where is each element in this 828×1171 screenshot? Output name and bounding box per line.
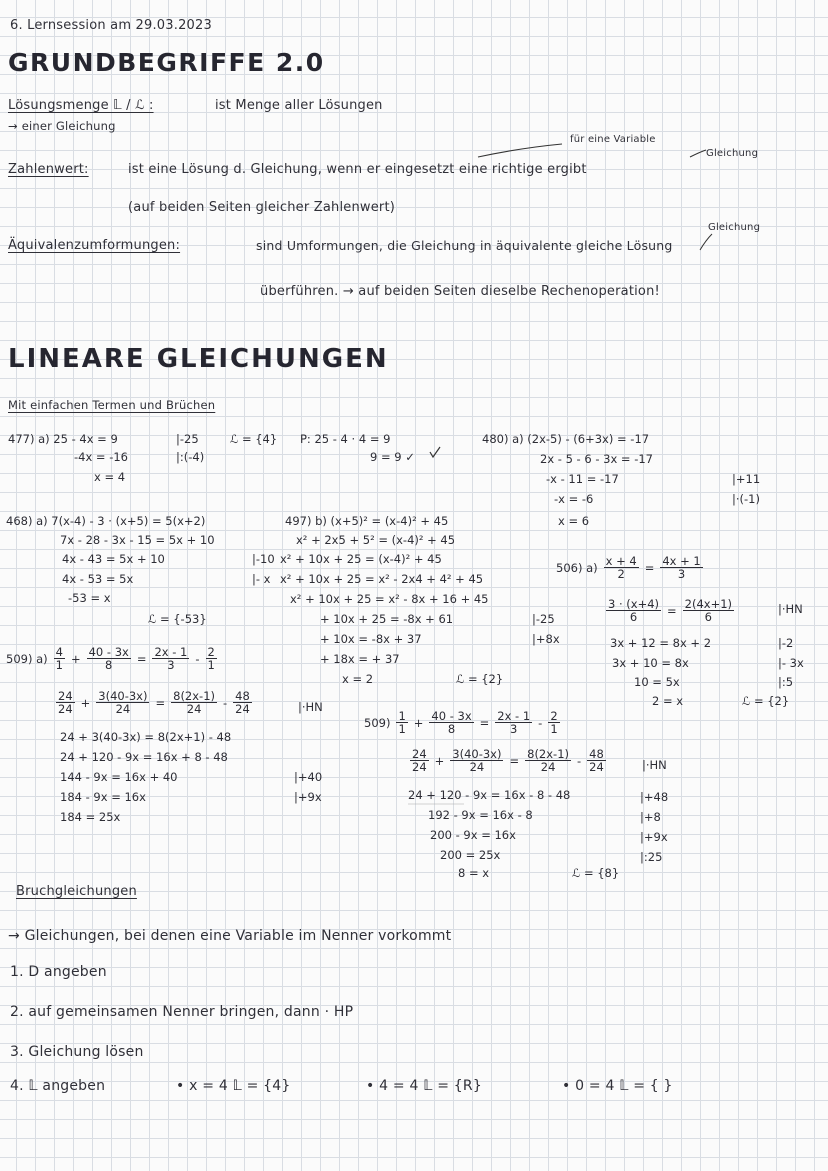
ex509a-frac-h-num: 48 (235, 689, 250, 703)
ex509b-frac-g-num: 8(2x-1) (527, 747, 570, 761)
ex509a-op-3: |+9x (294, 790, 322, 804)
section-title-lineare-gleichungen: LINEARE GLEICHUNGEN (8, 344, 389, 374)
arrow-gleichung-2 (700, 234, 712, 250)
ex468-line-3: 4x - 43 = 5x + 10 (62, 552, 165, 566)
ex509b-label: 509) (364, 715, 391, 730)
ex509a-frac-c-num: 2x - 1 (154, 645, 188, 659)
ex477-probe-1: P: 25 - 4 · 4 = 9 (300, 432, 391, 446)
ex477-line-2: -4x = -16 (74, 450, 129, 464)
ex509b-frac-e (410, 748, 429, 773)
ex509a-frac-g (171, 690, 217, 715)
bruch-example-2: • 4 = 4 𝕃 = {R} (366, 1078, 482, 1094)
ex509a-frac-e-num: 24 (58, 689, 73, 703)
ex468-line-4: 4x - 53 = 5x (62, 572, 134, 586)
ex509a-frac-e (56, 690, 75, 715)
ex468-result: ℒ = {-53} (148, 612, 207, 626)
ex509a-eq-2: $\frac{24}{24}$ + $\frac{3(40-3x)}{24}$ = $\frac{8(2x-1)}{24}$ - $\frac{48}{24}$ (58, 689, 250, 717)
ex506-label: 506) a) (556, 560, 598, 575)
ex509b-line-5: 8 = x (458, 866, 490, 880)
ex509b-frac-f-den: 24 (469, 760, 485, 775)
ex477-line-3: x = 4 (94, 470, 126, 484)
ex509b-frac-c (495, 710, 532, 735)
ex506-frac-1 (604, 555, 639, 580)
ex480-line-3: -x - 11 = -17 (546, 472, 619, 486)
ex497-line-6: + 10x + 25 = -8x + 61 (320, 612, 454, 626)
ex509b-frac-b-den: 8 (447, 722, 456, 737)
ex509b-frac-a-den: 1 (398, 722, 406, 737)
ex506-line-1: 3x + 12 = 8x + 2 (610, 636, 712, 650)
ex497-line-7: + 10x = -8x + 37 (320, 632, 422, 646)
ex509b-frac-c-den: 3 (510, 722, 518, 737)
ex509b-op-1: |·HN (642, 758, 667, 772)
session-date: 6. Lernsession am 29.03.2023 (10, 18, 212, 33)
ex497-line-8: + 18x = + 37 (320, 652, 400, 666)
ex509a-frac-g-num: 8(2x-1) (173, 689, 216, 703)
ex506-frac-2-den: 3 (677, 567, 686, 582)
ex509b-op-2: |+48 (640, 790, 669, 804)
bruch-step-1: 1. D angeben (10, 964, 107, 980)
ex506-op-1: |·HN (778, 602, 803, 616)
ex509a-frac-a-num: 4 (55, 645, 63, 659)
ex509b-eq-2: $\frac{24}{24}$ + $\frac{3(40-3x)}{24}$ = $\frac{8(2x-1)}{24}$ - $\frac{48}{24}$ (412, 747, 604, 775)
ex506-line-3: 10 = 5x (634, 675, 680, 689)
ex506-frac-1-num: x + 4 (605, 554, 637, 568)
ex506-frac-4-num: 2(4x+1) (684, 597, 733, 611)
ex509b-frac-a-num: 1 (398, 709, 406, 723)
ex497-line-1: 497) b) (x+5)² = (x-4)² + 45 (285, 514, 449, 528)
ex477-result: ℒ = {4} (230, 432, 278, 446)
ex509a-frac-d (206, 646, 217, 671)
ex480-op-2: |·(-1) (732, 492, 760, 506)
ex506-frac-3-den: 6 (629, 610, 638, 625)
ex509a-frac-h-den: 24 (235, 702, 250, 717)
ex480-line-5: x = 6 (558, 514, 590, 528)
ex509b-frac-e-num: 24 (412, 747, 427, 761)
def-loesungsmenge: ist Menge aller Lösungen (215, 98, 383, 113)
ex468-line-2: 7x - 28 - 3x - 15 = 5x + 10 (60, 533, 215, 547)
ex506-result: ℒ = {2} (742, 694, 790, 708)
ex509a-frac-f (96, 690, 149, 715)
bruch-intro: → Gleichungen, bei denen eine Variable im Nenner vorkommt (8, 928, 452, 944)
ex509a-line-4: 184 - 9x = 16x (60, 790, 146, 804)
ex509b-frac-f (450, 748, 503, 773)
ex509b-result: ℒ = {8} (572, 866, 620, 880)
ex468-op-2: |- x (252, 572, 271, 586)
ex509b-line-1: 24 + 120 - 9x = 16x - 8 - 48 (408, 788, 571, 802)
term-loesungsmenge: Lösungsmenge 𝕃 / ℒ : (8, 98, 154, 113)
ex509a-frac-e-den: 24 (58, 702, 73, 717)
ex509b-frac-c-num: 2x - 1 (497, 709, 531, 723)
ex468-op-1: |-10 (252, 552, 275, 566)
bruch-example-3: • 0 = 4 𝕃 = { } (562, 1078, 673, 1094)
ex509a-line-3: 144 - 9x = 16x + 40 (60, 770, 178, 784)
ex497-line-3: x² + 10x + 25 = (x-4)² + 45 (280, 552, 442, 566)
bruch-step-4: 4. 𝕃 angeben (10, 1078, 106, 1094)
ex509a-line-2: 24 + 120 - 9x = 16x + 8 - 48 (60, 750, 228, 764)
ex506-frac-4 (683, 598, 734, 623)
ex480-line-2: 2x - 5 - 6 - 3x = -17 (540, 452, 653, 466)
ex509b-op-4: |+9x (640, 830, 668, 844)
ex506-op-4: |:5 (778, 675, 794, 689)
ex506-op-2: |-2 (778, 636, 794, 650)
ex509b-frac-b-num: 40 - 3x (431, 709, 472, 723)
ex497-result: ℒ = {2} (456, 672, 504, 686)
ex509a-op-1: |·HN (298, 700, 323, 714)
ex506-frac-3-num: 3 · (x+4) (608, 597, 660, 611)
ex477-op-1: |-25 (176, 432, 199, 446)
bruch-example-1: • x = 4 𝕃 = {4} (176, 1078, 291, 1094)
ex480-line-1: 480) a) (2x-5) - (6+3x) = -17 (482, 432, 650, 446)
ex506-frac-1-den: 2 (617, 567, 625, 582)
ex509a-eq-1: 509) a) $\frac{4}{1}$ + $\frac{40 - 3x}{8}$ = $\frac{2x - 1}{3}$ - $\frac{2}{1}$ (6, 645, 215, 673)
ex509a-frac-b-num: 40 - 3x (88, 645, 129, 659)
ex509b-line-2: 192 - 9x = 16x - 8 (428, 808, 533, 822)
bruch-title: Bruchgleichungen (16, 884, 137, 899)
ex509b-op-5: |:25 (640, 850, 663, 864)
ex509b-frac-g (525, 748, 571, 773)
ex509a-frac-c-den: 3 (167, 658, 175, 673)
ex509a-frac-b (87, 646, 131, 671)
note-gleichung-2: Gleichung (708, 222, 761, 233)
ex477-probe-2: 9 = 9 ✓ (370, 450, 415, 464)
ex509a-frac-a-den: 1 (55, 658, 63, 673)
section-subtitle: Mit einfachen Termen und Brüchen (8, 398, 216, 412)
arrow-gleichung-1 (690, 150, 706, 157)
ex506-eq-1: 506) a) $\frac{x + 4}{2}$ = $\frac{4x + 1}{3}$ (556, 554, 701, 582)
ex509b-frac-d-num: 2 (550, 709, 558, 723)
ex509a-frac-d-num: 2 (207, 645, 215, 659)
ex509a-frac-d-den: 1 (207, 658, 215, 673)
def-zahlenwert: ist eine Lösung d. Gleichung, wenn er eingesetzt eine richtige ergibt (128, 162, 587, 177)
ex509a-op-2: |+40 (294, 770, 323, 784)
ex509a-frac-f-den: 24 (115, 702, 131, 717)
def-loesungsmenge-cont: → einer Gleichung (8, 119, 116, 133)
note-gleichung-1: Gleichung (706, 148, 759, 159)
ex480-op-1: |+11 (732, 472, 761, 486)
ex497-op-2: |+8x (532, 632, 560, 646)
ex509a-line-5: 184 = 25x (60, 810, 121, 824)
def-aequivalenzumformungen-cont: überführen. → auf beiden Seiten dieselbe Rechenoperation! (260, 284, 660, 299)
ex509a-line-1: 24 + 3(40-3x) = 8(2x+1) - 48 (60, 730, 232, 744)
arrow-fuer-variable (478, 144, 562, 157)
ex509a-label: 509) a) (6, 651, 48, 666)
ex509b-op-3: |+8 (640, 810, 661, 824)
ex509b-frac-h-num: 48 (589, 747, 604, 761)
ex497-line-2: x² + 2x5 + 5² = (x-4)² + 45 (296, 533, 456, 547)
ex509b-eq-1: 509) $\frac{1}{1}$ + $\frac{40 - 3x}{8}$ = $\frac{2x - 1}{3}$ - $\frac{2}{1}$ (364, 709, 558, 737)
ex480-line-4: -x = -6 (554, 492, 594, 506)
term-aequivalenzumformungen: Äquivalenzumformungen: (8, 238, 181, 253)
ex509b-frac-g-den: 24 (540, 760, 556, 775)
ex477-line-1: 477) a) 25 - 4x = 9 (8, 432, 118, 446)
ex506-frac-2 (660, 555, 702, 580)
ex509a-frac-b-den: 8 (105, 658, 113, 673)
ex477-op-2: |:(-4) (176, 450, 205, 464)
ex509b-frac-d-den: 1 (550, 722, 558, 737)
ex509b-frac-f-num: 3(40-3x) (452, 747, 502, 761)
ex468-line-5: -53 = x (68, 591, 111, 605)
bruch-step-3: 3. Gleichung lösen (10, 1044, 144, 1060)
page-title: GRUNDBEGRIFFE 2.0 (8, 48, 325, 77)
ex506-frac-4-den: 6 (704, 610, 712, 625)
ex509b-line-4: 200 = 25x (440, 848, 501, 862)
ex506-frac-2-num: 4x + 1 (662, 554, 701, 568)
ex497-line-9: x = 2 (342, 672, 374, 686)
ex509b-frac-a (396, 710, 407, 735)
term-zahlenwert: Zahlenwert: (8, 162, 89, 177)
ex468-line-1: 468) a) 7(x-4) - 3 · (x+5) = 5(x+2) (6, 514, 206, 528)
ex506-frac-3 (606, 598, 661, 623)
ex509b-frac-h-den: 24 (589, 760, 604, 775)
ex509a-frac-a (54, 646, 65, 671)
ex509a-frac-h (233, 690, 252, 715)
ex509a-frac-f-num: 3(40-3x) (98, 689, 148, 703)
ex509a-frac-g-den: 24 (186, 702, 202, 717)
def-zahlenwert-paren: (auf beiden Seiten gleicher Zahlenwert) (128, 200, 396, 215)
ex506-line-2: 3x + 10 = 8x (612, 656, 689, 670)
ex509b-frac-e-den: 24 (412, 760, 427, 775)
ex497-op-1: |-25 (532, 612, 555, 626)
def-aequivalenzumformungen: sind Umformungen, die Gleichung in äquivalente gleiche Lösung (256, 238, 673, 253)
ex497-line-5: x² + 10x + 25 = x² - 8x + 16 + 45 (290, 592, 489, 606)
ex497-line-4: x² + 10x + 25 = x² - 2x4 + 4² + 45 (280, 572, 484, 586)
ex509b-line-3: 200 - 9x = 16x (430, 828, 516, 842)
ex509a-frac-c (152, 646, 189, 671)
note-fuer-variable: für eine Variable (570, 134, 656, 145)
ex509b-frac-d (548, 710, 559, 735)
ex506-eq-2: $\frac{3 \cdot (x+4)}{6}$ = $\frac{2(4x+1)}{6}$ (608, 597, 733, 625)
bruch-step-2: 2. auf gemeinsamen Nenner bringen, dann · HP (10, 1004, 354, 1020)
ex506-op-3: |- 3x (778, 656, 804, 670)
ex509b-frac-h (587, 748, 606, 773)
check-mark (430, 447, 440, 457)
ex509b-frac-b (429, 710, 473, 735)
ex506-line-4: 2 = x (652, 694, 684, 708)
